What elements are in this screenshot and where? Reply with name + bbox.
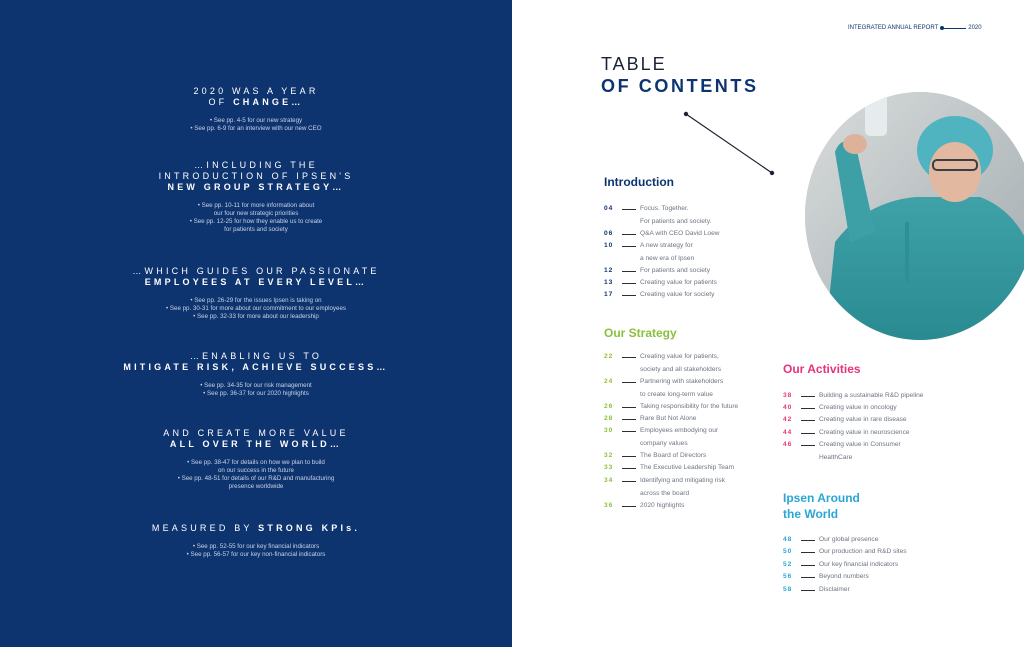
- summary-section-change: [0, 86, 512, 133]
- toc-entry[interactable]: 34 Identifying and mitigating risk across the board: [604, 477, 726, 497]
- summary-bullet: on our success in the future: [217, 467, 294, 474]
- report-header: [848, 25, 982, 31]
- toc-entry[interactable]: 38 Building a sustainable R&D pipeline: [783, 392, 924, 399]
- summary-bullets: [0, 297, 512, 321]
- summary-bullet[interactable]: • See pp. 30-31 for more about our commitment to our employees: [166, 305, 346, 312]
- toc-entry[interactable]: 58 Disclaimer: [783, 586, 850, 593]
- summary-line: INTRODUCTION OF IPSEN'S: [158, 171, 354, 181]
- toc-entry[interactable]: 42 Creating value in rare disease: [783, 416, 907, 423]
- summary-bullet[interactable]: • See pp. 4-5 for our new strategy: [209, 117, 303, 124]
- summary-line: 2020 WAS A YEAR: [193, 86, 319, 96]
- toc-entry[interactable]: 12 For patients and society: [604, 267, 711, 274]
- summary-bullet[interactable]: • See pp. 32-33 for more about our leadership: [193, 313, 319, 320]
- summary-bullet[interactable]: • See pp. 26-29 for the issues Ipsen is taking on: [190, 297, 322, 304]
- toc-entry[interactable]: 32 The Board of Directors: [604, 452, 707, 459]
- summary-section-strategy: [0, 160, 512, 234]
- toc-entry[interactable]: 24 Partnering with stakeholders to create long-term value: [604, 378, 724, 398]
- report-header-label: INTEGRATED ANNUAL REPORT: [848, 25, 939, 31]
- page-title-line2: OF CONTENTS: [601, 76, 759, 96]
- toc-entry[interactable]: 26 Taking responsibility for the future: [604, 403, 739, 410]
- toc-entry[interactable]: 40 Creating value in oncology: [783, 404, 897, 411]
- toc-entry[interactable]: 06 Q&A with CEO David Loew: [604, 230, 720, 237]
- summary-line: AND CREATE MORE VALUE: [163, 428, 349, 438]
- scientist-photo: [805, 92, 1024, 340]
- summary-line: …WHICH GUIDES OUR PASSIONATE: [132, 266, 380, 276]
- toc-entry[interactable]: 10 A new strategy for a new era of Ipsen: [604, 242, 695, 262]
- summary-bullet[interactable]: • See pp. 12-25 for how they enable us to create: [189, 218, 323, 225]
- summary-bullet[interactable]: • See pp. 6-9 for an interview with our new CEO: [190, 125, 322, 132]
- summary-line-bold: ALL OVER THE WORLD…: [169, 439, 343, 449]
- page-title-line1: TABLE: [601, 54, 667, 74]
- summary-bullets: [0, 459, 512, 491]
- summary-bullet[interactable]: • See pp. 10-11 for more information about: [197, 202, 315, 209]
- summary-bullets: [0, 117, 512, 133]
- summary-section-employees: [0, 266, 512, 321]
- section-heading-world[interactable]: Ipsen Around the World: [783, 491, 860, 521]
- toc-entry[interactable]: 13 Creating value for patients: [604, 279, 717, 286]
- summary-section-world: [0, 428, 512, 491]
- section-heading-activities[interactable]: Our Activities: [783, 362, 861, 376]
- report-header-year: 2020: [968, 25, 982, 31]
- summary-bullet: presence worldwide: [228, 483, 284, 490]
- toc-entry[interactable]: 33 The Executive Leadership Team: [604, 464, 735, 471]
- summary-bullets: [0, 543, 512, 559]
- toc-entry[interactable]: 30 Employees embodying our company values: [604, 427, 719, 447]
- summary-bullets: [0, 202, 512, 234]
- toc-entry[interactable]: 28 Rare But Not Alone: [604, 415, 697, 422]
- toc-entry[interactable]: 46 Creating value in Consumer HealthCare: [783, 441, 901, 461]
- summary-bullets: [0, 382, 512, 398]
- summary-line-bold: NEW GROUP STRATEGY…: [167, 182, 345, 192]
- toc-entry[interactable]: 52 Our key financial indicators: [783, 561, 899, 568]
- summary-bullet: our four new strategic priorities: [213, 210, 299, 217]
- summary-line: …ENABLING US TO: [189, 351, 323, 361]
- summary-bullet[interactable]: • See pp. 38-47 for details on how we plan to build: [187, 459, 325, 466]
- header-dot-line: [942, 28, 966, 29]
- summary-bullet[interactable]: • See pp. 52-55 for our key financial indicators: [192, 543, 320, 550]
- toc-entry[interactable]: 36 2020 highlights: [604, 502, 685, 509]
- summary-line-bold: EMPLOYEES AT EVERY LEVEL…: [144, 277, 368, 287]
- toc-entry[interactable]: 17 Creating value for society: [604, 291, 715, 298]
- summary-section-kpis: [0, 523, 512, 559]
- toc-entry[interactable]: 56 Beyond numbers: [783, 573, 869, 580]
- decorative-pointer-line: [680, 108, 780, 180]
- summary-section-risk: [0, 351, 512, 398]
- section-heading-introduction[interactable]: Introduction: [604, 175, 674, 189]
- summary-bullet[interactable]: • See pp. 36-37 for our 2020 highlights: [203, 390, 309, 397]
- summary-line-bold: MITIGATE RISK, ACHIEVE SUCCESS…: [123, 362, 389, 372]
- toc-entry[interactable]: 48 Our global presence: [783, 536, 879, 543]
- toc-entry[interactable]: 44 Creating value in neuroscience: [783, 429, 910, 436]
- toc-entry[interactable]: 50 Our production and R&D sites: [783, 548, 907, 555]
- summary-bullet[interactable]: • See pp. 56-57 for our key non-financial indicators: [186, 551, 326, 558]
- summary-line: MEASURED BY STRONG KPIs.: [151, 523, 361, 533]
- summary-line: …INCLUDING THE: [194, 160, 318, 170]
- toc-entry[interactable]: 04 Focus. Together. For patients and society.: [604, 205, 712, 225]
- section-heading-strategy[interactable]: Our Strategy: [604, 326, 677, 340]
- summary-line: OF CHANGE…: [208, 97, 304, 107]
- toc-entry[interactable]: 22 Creating value for patients, society and all stakeholders: [604, 353, 722, 373]
- summary-bullet: for patients and society: [224, 226, 288, 233]
- summary-bullet[interactable]: • See pp. 48-51 for details of our R&D and manufacturing: [177, 475, 335, 482]
- summary-bullet[interactable]: • See pp. 34-35 for our risk management: [200, 382, 312, 389]
